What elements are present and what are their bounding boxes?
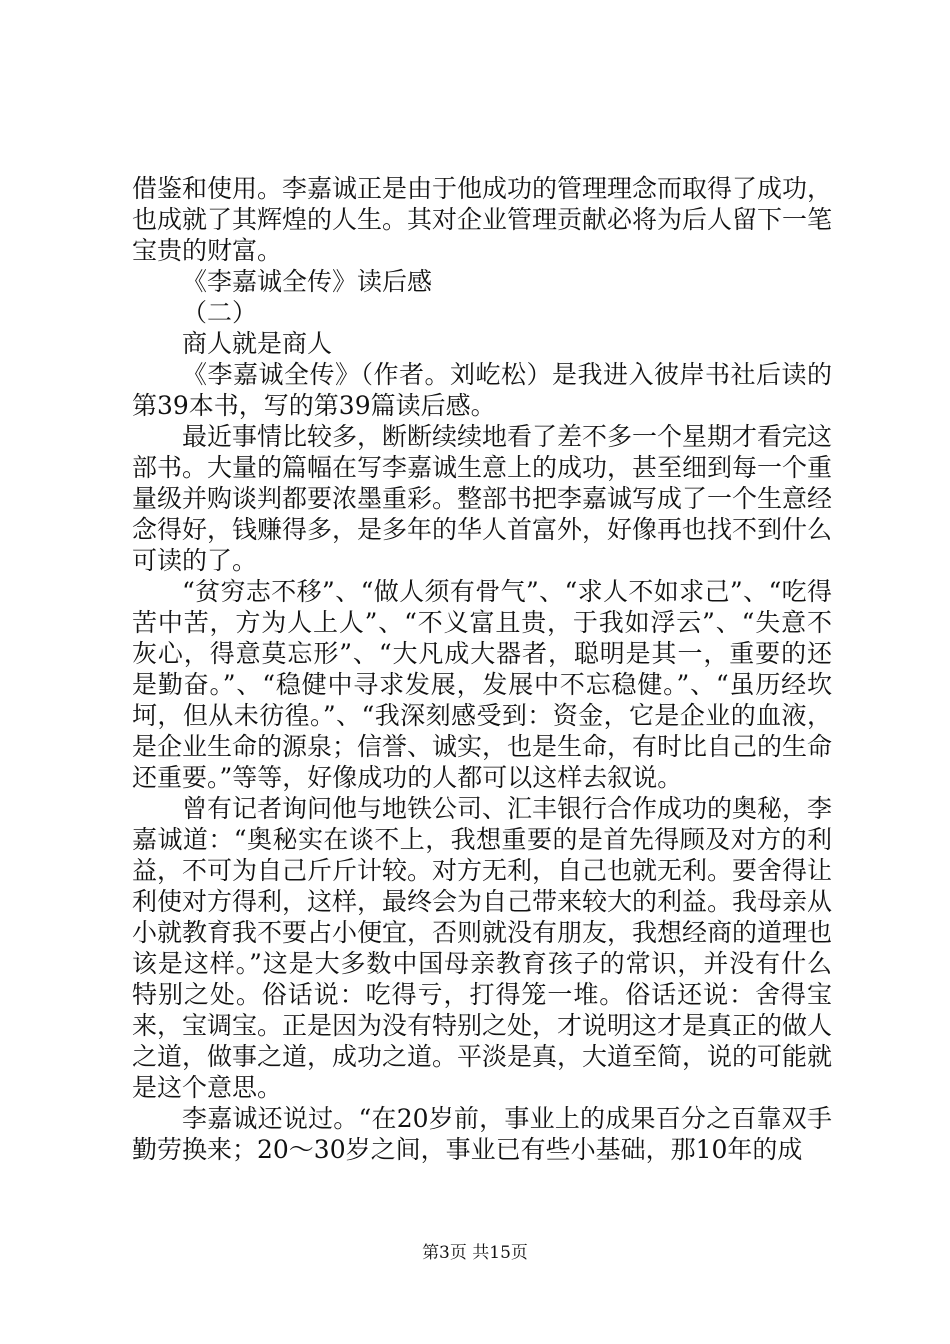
paragraph-quotes: “贫穷志不移”、“做人须有骨气”、“求人不如求己”、“吃得苦中苦，方为人上人”、“不义富且贵，于我如浮云”、“失意不灰心，得意莫忘形”、“大凡成大器者，聪明是其一，重要的还是勤奋。”、“稳健中寻求发展，发展中不忘稳健。”、“虽历经坎坷，但从未彷徨。”、“我深刻感受到：资金，它是企业的血液，是企业生命的源泉；信誉、诚实，也是生命，有时比自己的生命还重要。”等等，好像成功的人都可以这样去叙说。: [132, 577, 833, 792]
section-number: （二）: [182, 298, 258, 327]
paragraph-1: 借鉴和使用。李嘉诚正是由于他成功的管理理念而取得了成功，也成就了其辉煌的人生。其对企业管理贡献必将为后人留下一笔宝贵的财富。: [132, 174, 833, 265]
paragraph-age: 李嘉诚还说过。“在20岁前，事业上的成果百分之百靠双手勤劳换来；20～30岁之间，事业已有些小基础，那10年的成: [132, 1104, 832, 1164]
paragraph-interview: 曾有记者询问他与地铁公司、汇丰银行合作成功的奥秘，李嘉诚道：“奥秘实在谈不上，我想重要的是首先得顾及对方的利益，不可为自己斤斤计较。对方无利，自己也就无利。要舍得让利使对方得利，这样，最终会为自己带来较大的利益。我母亲从小就教育我不要占小便宜，否则就没有朋友，我想经商的道理也该是这样。”这是大多数中国母亲教育孩子的常识，并没有什么特别之处。俗话说：吃得亏，打得笼一堆。俗话还说：舍得宝来，宝调宝。正是因为没有特别之处，才说明这才是真正的做人之道，做事之道，成功之道。平淡是真，大道至简，说的可能就是这个意思。: [132, 794, 833, 1102]
section-title: 《李嘉诚全传》读后感: [182, 267, 433, 296]
document-body: [132, 173, 832, 1165]
page-footer: 第3页 共15页: [422, 1243, 528, 1263]
paragraph-intro: 《李嘉诚全传》（作者。刘屹松）是我进入彼岸书社后读的第39本书，写的第39篇读后感。: [132, 360, 832, 420]
paragraph-recent: 最近事情比较多，断断续续地看了差不多一个星期才看完这部书。大量的篇幅在写李嘉诚生意上的成功，甚至细到每一个重量级并购谈判都要浓墨重彩。整部书把李嘉诚写成了一个生意经念得好，钱赚得多，是多年的华人首富外，好像再也找不到什么可读的了。: [132, 422, 833, 575]
essay-title: 商人就是商人: [182, 329, 333, 358]
